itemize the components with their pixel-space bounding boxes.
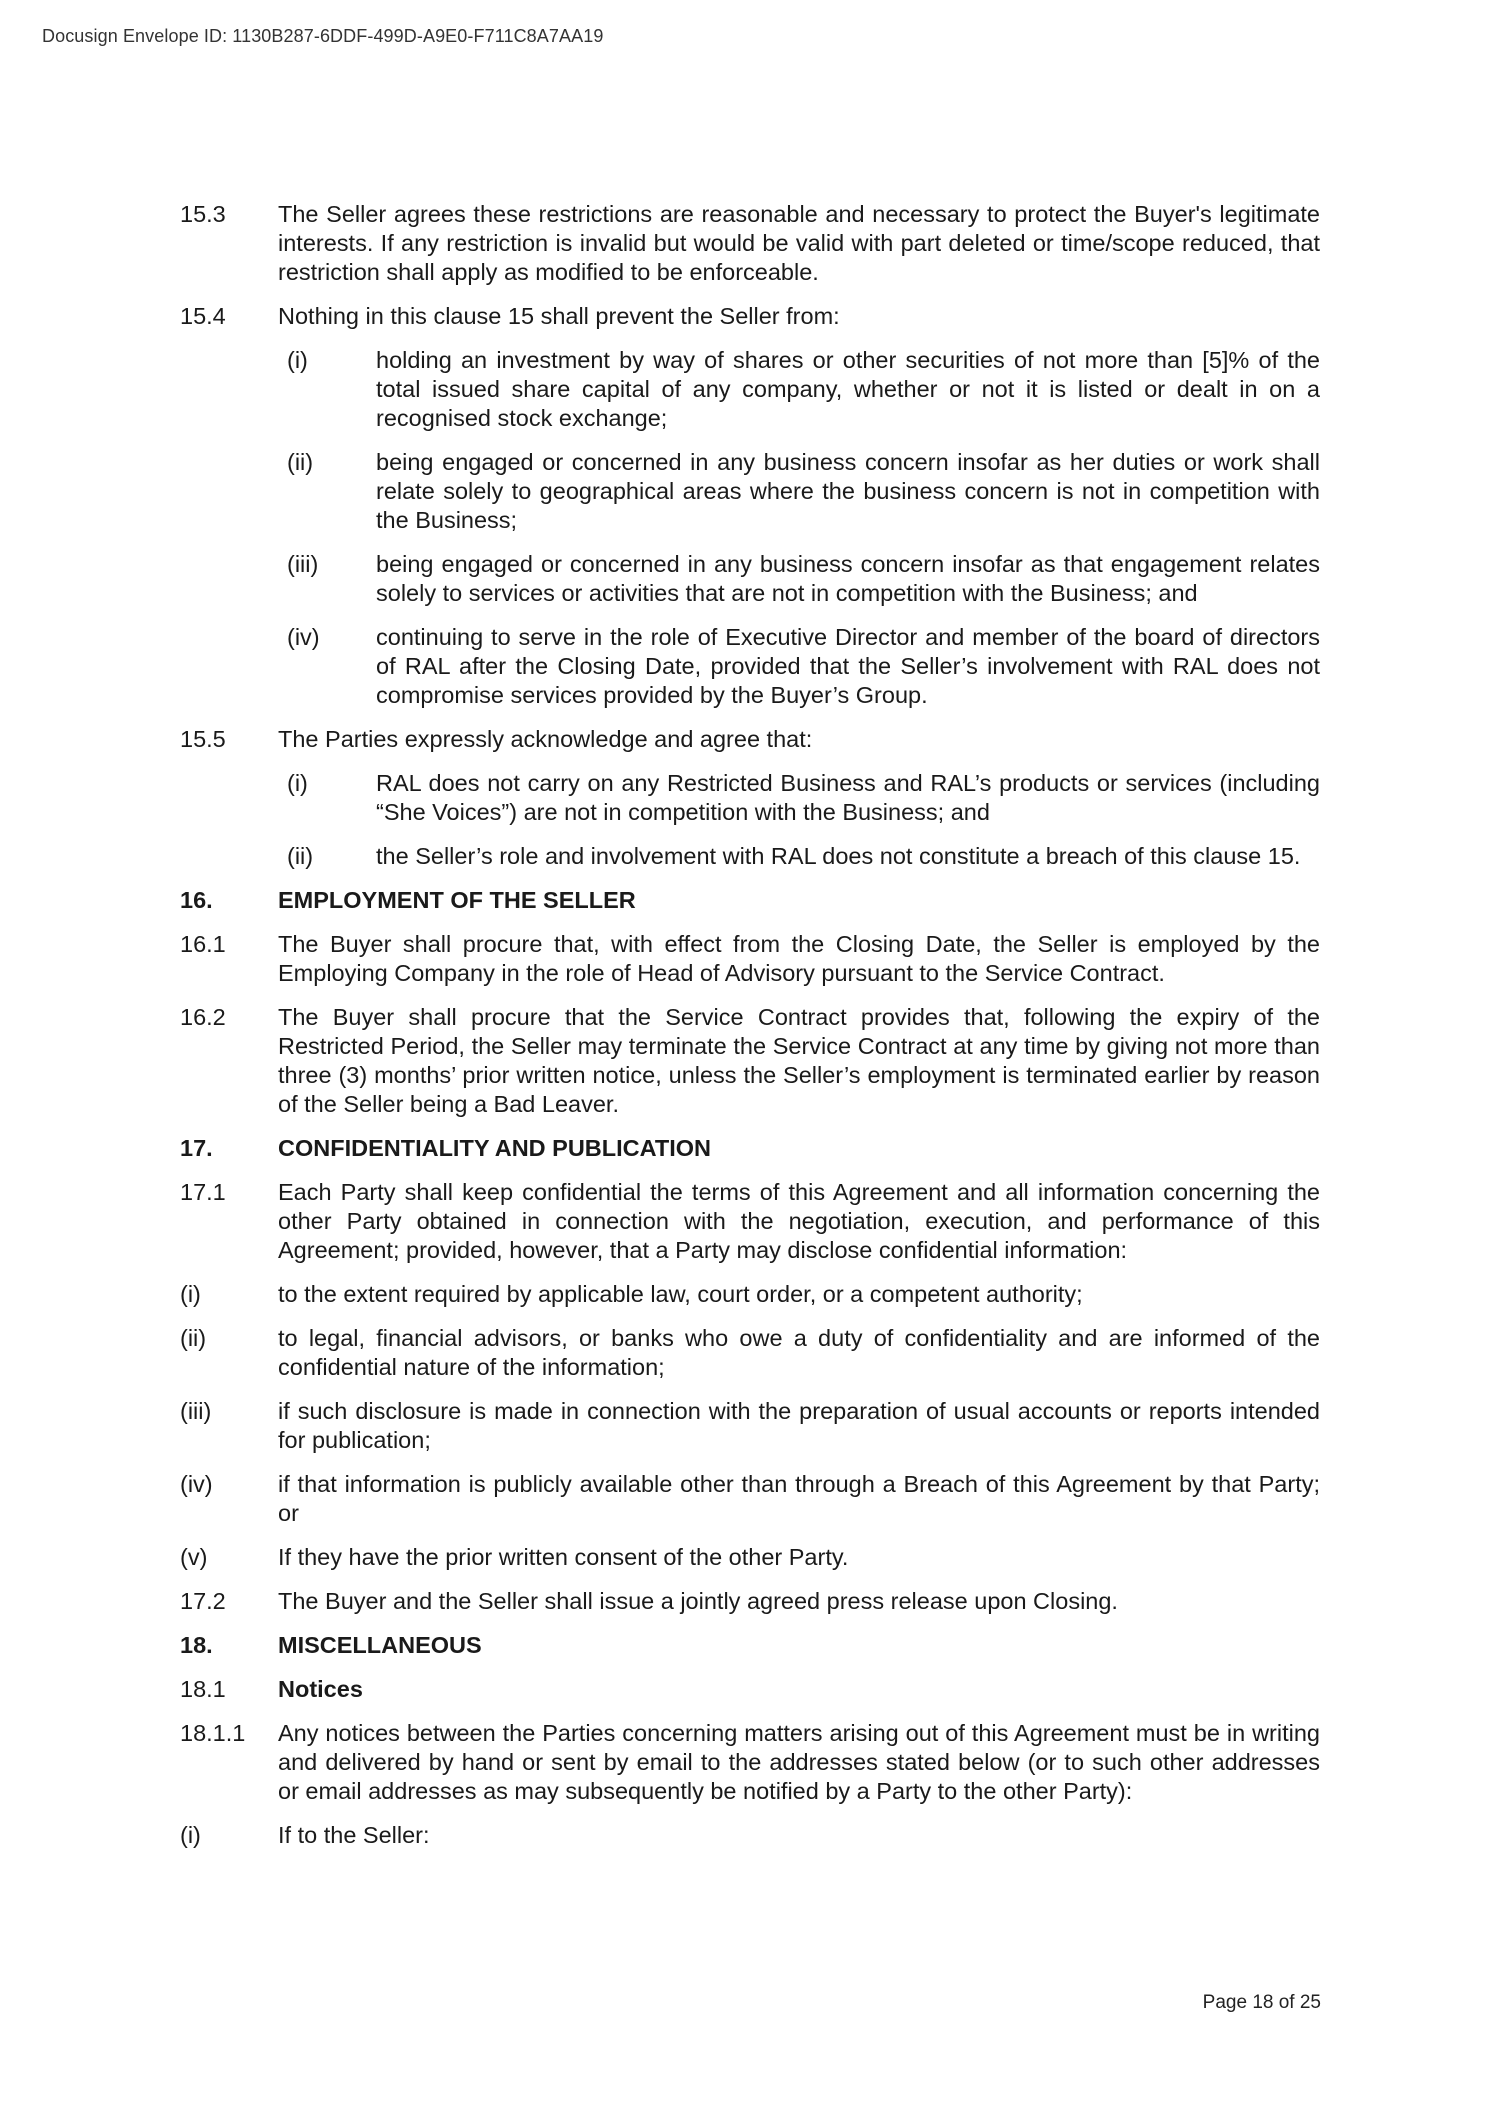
list-item-text: if such disclosure is made in connection with the preparation of usual accounts or reports intended for publication; bbox=[278, 1398, 1320, 1453]
section-heading-16 bbox=[180, 886, 1320, 915]
sub-clause-text: being engaged or concerned in any business concern insofar as her duties or work shall relate solely to geographical areas where the business concern is not in competition with the Business; bbox=[376, 449, 1320, 533]
envelope-id: Docusign Envelope ID: 1130B287-6DDF-499D-A9E0-F711C8A7AA19 bbox=[42, 26, 604, 46]
sub-clause bbox=[278, 623, 1320, 710]
clause-number: 15.4 bbox=[180, 303, 226, 329]
list-item bbox=[180, 1397, 1320, 1455]
clause-text: Nothing in this clause 15 shall prevent the Seller from: bbox=[278, 303, 840, 329]
clause-text: Any notices between the Parties concerning matters arising out of this Agreement must be in writing and delivered by hand or sent by email to the addresses stated below (or to such other addresses or email addresses as may subsequently be notified by a Party to the other Party): bbox=[278, 1720, 1320, 1804]
list-item-number: (i) bbox=[180, 1822, 201, 1848]
sub-clause-number: (i) bbox=[287, 770, 308, 796]
section-number: 16. bbox=[180, 887, 213, 913]
clause-17-1 bbox=[180, 1178, 1320, 1265]
sub-clause-text: holding an investment by way of shares or other securities of not more than [5]% of the total issued share capital of any company, whether or not it is listed or dealt in on a recognised stock exchange; bbox=[376, 347, 1320, 431]
list-item-number: (v) bbox=[180, 1544, 208, 1570]
clause-text: The Buyer shall procure that, with effect from the Closing Date, the Seller is employed by the Employing Company in the role of Head of Advisory pursuant to the Service Contract. bbox=[278, 931, 1320, 986]
sub-clause-number: (ii) bbox=[287, 449, 314, 475]
clause-text: Each Party shall keep confidential the terms of this Agreement and all information concerning the other Party obtained in connection with the negotiation, execution, and performance of this Agreement; provided, however, that a Party may disclose confidential information: bbox=[278, 1179, 1320, 1263]
section-number: 18. bbox=[180, 1632, 213, 1658]
sub-clause bbox=[278, 769, 1320, 827]
list-item-number: (i) bbox=[180, 1281, 201, 1307]
section-number: 17. bbox=[180, 1135, 213, 1161]
section-heading-17 bbox=[180, 1134, 1320, 1163]
page-number: Page 18 of 25 bbox=[1202, 1992, 1321, 2013]
list-item bbox=[180, 1470, 1320, 1528]
sub-clause-number: (i) bbox=[287, 347, 308, 373]
sub-clause bbox=[278, 346, 1320, 433]
document-body bbox=[180, 200, 1320, 1865]
list-item bbox=[180, 1543, 1320, 1572]
list-item-text: If they have the prior written consent of the other Party. bbox=[278, 1544, 849, 1570]
clause-text: The Buyer shall procure that the Service Contract provides that, following the expiry of the Restricted Period, the Seller may terminate the Service Contract at any time by giving not more than three (3) months’ prior written notice, unless the Seller’s employment is terminated earlier by reason of the Seller being a Bad Leaver. bbox=[278, 1004, 1320, 1117]
clause-15-4 bbox=[180, 302, 1320, 331]
sub-clause-number: (iv) bbox=[287, 624, 320, 650]
clause-16-1 bbox=[180, 930, 1320, 988]
clause-18-1-1 bbox=[180, 1719, 1320, 1806]
sub-clause-text: the Seller’s role and involvement with RAL does not constitute a breach of this clause 15. bbox=[376, 843, 1301, 869]
clause-number: 18.1 bbox=[180, 1676, 226, 1702]
list-item bbox=[180, 1280, 1320, 1309]
sub-clause bbox=[278, 550, 1320, 608]
clause-text: The Parties expressly acknowledge and agree that: bbox=[278, 726, 813, 752]
list-item-number: (ii) bbox=[180, 1325, 207, 1351]
sub-clause-number: (iii) bbox=[287, 551, 319, 577]
sub-clause-text: being engaged or concerned in any business concern insofar as that engagement relates solely to services or activities that are not in competition with the Business; and bbox=[376, 551, 1320, 606]
list-item-number: (iv) bbox=[180, 1471, 213, 1497]
list-item-text: to the extent required by applicable law, court order, or a competent authority; bbox=[278, 1281, 1083, 1307]
sub-clause-number: (ii) bbox=[287, 843, 314, 869]
clause-subheading: Notices bbox=[278, 1676, 363, 1702]
list-item-number: (iii) bbox=[180, 1398, 212, 1424]
clause-15-3 bbox=[180, 200, 1320, 287]
clause-16-2 bbox=[180, 1003, 1320, 1119]
clause-number: 16.1 bbox=[180, 931, 226, 957]
sub-clause-text: continuing to serve in the role of Executive Director and member of the board of directors of RAL after the Closing Date, provided that the Seller’s involvement with RAL does not compromise services provided by the Buyer’s Group. bbox=[376, 624, 1320, 708]
sub-clause bbox=[278, 842, 1320, 871]
section-title: MISCELLANEOUS bbox=[278, 1632, 482, 1658]
clause-number: 16.2 bbox=[180, 1004, 226, 1030]
list-item bbox=[180, 1821, 1320, 1850]
section-title: CONFIDENTIALITY AND PUBLICATION bbox=[278, 1135, 711, 1161]
clause-number: 15.3 bbox=[180, 201, 226, 227]
clause-number: 17.1 bbox=[180, 1179, 226, 1205]
list-item bbox=[180, 1324, 1320, 1382]
clause-15-5 bbox=[180, 725, 1320, 754]
list-item-text: if that information is publicly available other than through a Breach of this Agreement by that Party; or bbox=[278, 1471, 1320, 1526]
sub-clause bbox=[278, 448, 1320, 535]
clause-number: 15.5 bbox=[180, 726, 226, 752]
clause-text: The Buyer and the Seller shall issue a jointly agreed press release upon Closing. bbox=[278, 1588, 1118, 1614]
clause-18-1 bbox=[180, 1675, 1320, 1704]
clause-17-2 bbox=[180, 1587, 1320, 1616]
list-item-text: to legal, financial advisors, or banks who owe a duty of confidentiality and are informed of the confidential nature of the information; bbox=[278, 1325, 1320, 1380]
clause-text: The Seller agrees these restrictions are reasonable and necessary to protect the Buyer's legitimate interests. If any restriction is invalid but would be valid with part deleted or time/scope reduced, that restriction shall apply as modified to be enforceable. bbox=[278, 201, 1320, 285]
sub-clause-text: RAL does not carry on any Restricted Business and RAL’s products or services (including “She Voices”) are not in competition with the Business; and bbox=[376, 770, 1320, 825]
section-heading-18 bbox=[180, 1631, 1320, 1660]
list-item-text: If to the Seller: bbox=[278, 1822, 430, 1848]
section-title: EMPLOYMENT OF THE SELLER bbox=[278, 887, 636, 913]
clause-number: 18.1.1 bbox=[180, 1720, 246, 1746]
clause-number: 17.2 bbox=[180, 1588, 226, 1614]
